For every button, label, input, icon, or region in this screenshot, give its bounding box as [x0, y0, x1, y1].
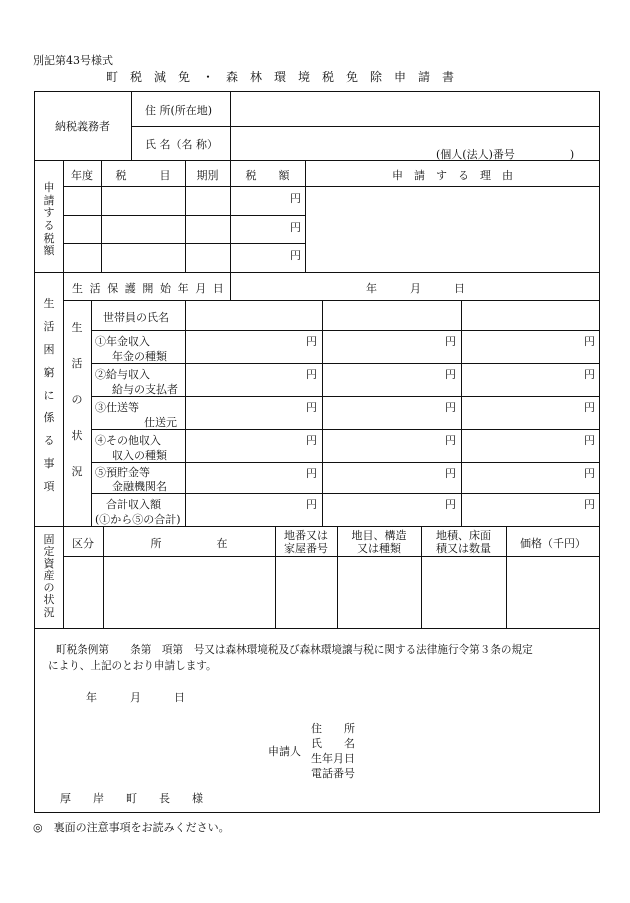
declaration-line-1: 町税条例第 条第 項第 号又は森林環境税及び森林環境譲与税に関する法律施行令第３条の規定 — [56, 644, 533, 656]
savings-label: ⑤預貯金等 — [95, 466, 150, 479]
header-area: 地積、床面 積又は数量 — [436, 529, 491, 556]
application-date[interactable]: 年 月 日 — [86, 691, 185, 704]
yen-mark: 円 — [445, 335, 456, 348]
individual-number-label: (個人(法人)番号 ) — [436, 148, 575, 161]
yen-mark: 円 — [306, 498, 317, 511]
protection-date[interactable]: 年 月 日 — [366, 282, 465, 295]
yen-mark: 円 — [445, 498, 456, 511]
applicant-name-label: 氏 名 — [311, 737, 355, 750]
pension-type-label: 年金の種類 — [112, 350, 167, 363]
yen-mark: 円 — [306, 467, 317, 480]
hardship-section-label: 生 活 困 窮 に 係 る 事 項 — [43, 297, 55, 493]
header-kubun: 区分 — [72, 537, 94, 550]
name-field[interactable] — [232, 128, 598, 146]
yen-mark: 円 — [445, 467, 456, 480]
yen-mark: 円 — [445, 401, 456, 414]
yen-mark: 円 — [584, 498, 595, 511]
form-number: 別記第43号様式 — [33, 54, 113, 67]
header-reason: 申 請 す る 理 由 — [392, 169, 513, 182]
salary-payer-label: 給与の支払者 — [112, 383, 178, 396]
address-label: 住 所(所在地) — [145, 104, 213, 117]
yen-mark: 円 — [306, 434, 317, 447]
pension-income-label: ①年金収入 — [95, 335, 150, 348]
header-price: 価格（千円） — [520, 537, 586, 550]
other-income-label: ④その他収入 — [95, 434, 161, 447]
yen-mark: 円 — [584, 368, 595, 381]
yen-mark: 円 — [445, 434, 456, 447]
living-status-label: 生 活 の 状 況 — [71, 321, 83, 478]
reason-field[interactable] — [307, 188, 598, 270]
address-field[interactable] — [232, 93, 598, 125]
bank-name-label: 金融機関名 — [112, 480, 167, 493]
applicant-label: 申請人 — [268, 745, 301, 758]
amount-row2-yen: 円 — [290, 221, 301, 234]
protection-start-label: 生活保護開始年月日 — [72, 282, 231, 295]
yen-mark: 円 — [584, 401, 595, 414]
fixed-assets-section-label: 固 定 資 産 の 状 況 — [43, 533, 55, 619]
salary-income-label: ②給与収入 — [95, 368, 150, 381]
household-member-name-label: 世帯員の氏名 — [103, 311, 169, 324]
amount-section-label: 申 請 す る 税 額 — [43, 181, 55, 258]
header-category: 地目、構造 又は種類 — [351, 529, 407, 556]
total-income-label: 合計収入額 — [106, 498, 161, 511]
form-title: 町 税 減 免 ・ 森 林 環 境 税 免 除 申 請 書 — [106, 70, 455, 84]
header-tax-item: 税 目 — [115, 169, 171, 182]
header-lot-number: 地番又は 家屋番号 — [284, 529, 328, 556]
remittance-source-label: 仕送元 — [144, 416, 177, 429]
amount-row3-yen: 円 — [290, 249, 301, 262]
yen-mark: 円 — [306, 368, 317, 381]
other-income-type-label: 収入の種類 — [112, 449, 167, 462]
yen-mark: 円 — [445, 368, 456, 381]
declaration-line-2: により、上記のとおり申請します。 — [48, 660, 217, 672]
taxpayer-label: 納税義務者 — [55, 120, 110, 133]
yen-mark: 円 — [584, 467, 595, 480]
applicant-phone-label: 電話番号 — [311, 767, 355, 780]
header-year: 年度 — [71, 169, 93, 182]
header-amount: 税 額 — [245, 169, 290, 182]
header-location: 所 在 — [150, 537, 228, 550]
footnote: ◎ 裏面の注意事項をお読みください。 — [33, 821, 230, 834]
addressee: 厚 岸 町 長 様 — [60, 792, 203, 805]
name-label: 氏 名（名 称） — [145, 138, 218, 151]
yen-mark: 円 — [584, 335, 595, 348]
applicant-dob-label: 生年月日 — [311, 752, 355, 765]
yen-mark: 円 — [306, 335, 317, 348]
yen-mark: 円 — [306, 401, 317, 414]
total-income-note: (①から⑤の合計) — [95, 513, 181, 526]
yen-mark: 円 — [584, 434, 595, 447]
header-period: 期別 — [196, 169, 219, 182]
applicant-address-label: 住 所 — [311, 722, 355, 735]
amount-row1-yen: 円 — [290, 192, 301, 205]
remittance-label: ③仕送等 — [95, 401, 139, 414]
